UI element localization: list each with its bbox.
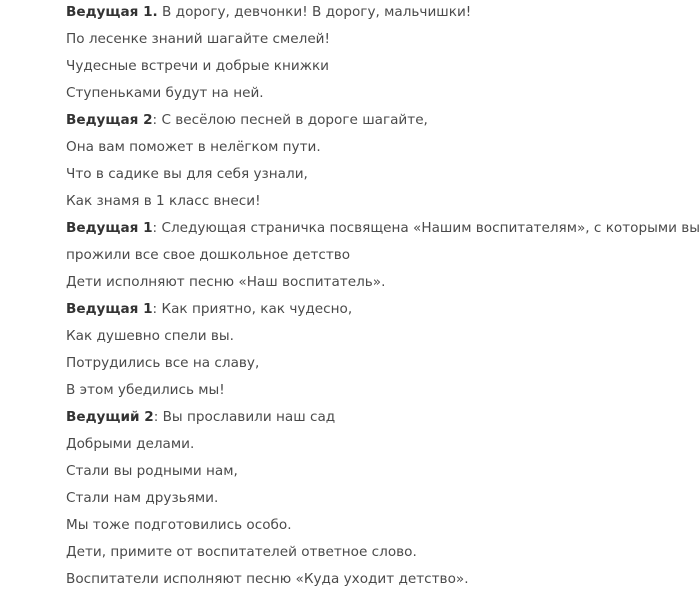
line-text: Воспитатели исполняют песню «Куда уходит детство». xyxy=(66,571,469,587)
line-text: Мы тоже подготовились особо. xyxy=(66,517,292,533)
line-text: Дети, примите от воспитателей ответное слово. xyxy=(66,544,417,560)
line-text: Что в садике вы для себя узнали, xyxy=(66,166,308,182)
script-line xyxy=(66,161,696,188)
script-line xyxy=(66,296,696,323)
script-line xyxy=(66,539,696,566)
line-text: Чудесные встречи и добрые книжки xyxy=(66,58,330,74)
line-text: Стали нам друзьями. xyxy=(66,490,219,506)
script-line xyxy=(66,188,696,215)
line-text: прожили все свое дошкольное детство xyxy=(66,247,351,263)
script-line xyxy=(66,107,696,134)
speaker-name: Ведущий 2 xyxy=(66,409,154,425)
script-text xyxy=(66,0,700,593)
line-text: По лесенке знаний шагайте смелей! xyxy=(66,31,330,47)
script-line xyxy=(66,269,696,296)
script-line xyxy=(66,0,696,26)
script-line xyxy=(66,323,696,350)
script-line xyxy=(66,404,696,431)
line-text: В этом убедились мы! xyxy=(66,382,225,398)
line-text: : Вы прославили наш сад xyxy=(153,409,336,425)
line-text: Ступеньками будут на ней. xyxy=(66,85,264,101)
line-text: : С весёлою песней в дороге шагайте, xyxy=(152,112,428,128)
script-line xyxy=(66,26,696,53)
line-text: Стали вы родными нам, xyxy=(66,463,238,479)
script-line xyxy=(66,431,696,458)
script-line xyxy=(66,350,696,377)
line-text: Как знамя в 1 класс внеси! xyxy=(66,193,261,209)
line-text: Дети исполняют песню «Наш воспитатель». xyxy=(66,274,386,290)
line-text: : Следующая страничка посвящена «Нашим воспитателям», с которыми вы xyxy=(152,220,700,236)
line-text: : Как приятно, как чудесно, xyxy=(152,301,353,317)
script-line xyxy=(66,566,696,593)
line-text: Она вам поможет в нелёгком пути. xyxy=(66,139,321,155)
speaker-name: Ведущая 1 xyxy=(66,220,153,236)
speaker-name: Ведущая 1. xyxy=(66,4,158,20)
line-text: Как душевно спели вы. xyxy=(66,328,234,344)
script-line xyxy=(66,458,696,485)
line-text: В дорогу, девчонки! В дорогу, мальчишки! xyxy=(157,4,472,20)
script-line xyxy=(66,512,696,539)
speaker-name: Ведущая 1 xyxy=(66,301,153,317)
script-line xyxy=(66,485,696,512)
line-text: Потрудились все на славу, xyxy=(66,355,260,371)
script-line xyxy=(66,215,700,242)
line-text: Добрыми делами. xyxy=(66,436,195,452)
script-line xyxy=(66,80,696,107)
script-line xyxy=(66,53,696,80)
script-line xyxy=(66,242,696,269)
script-line xyxy=(66,134,696,161)
speaker-name: Ведущая 2 xyxy=(66,112,153,128)
script-line xyxy=(66,377,696,404)
